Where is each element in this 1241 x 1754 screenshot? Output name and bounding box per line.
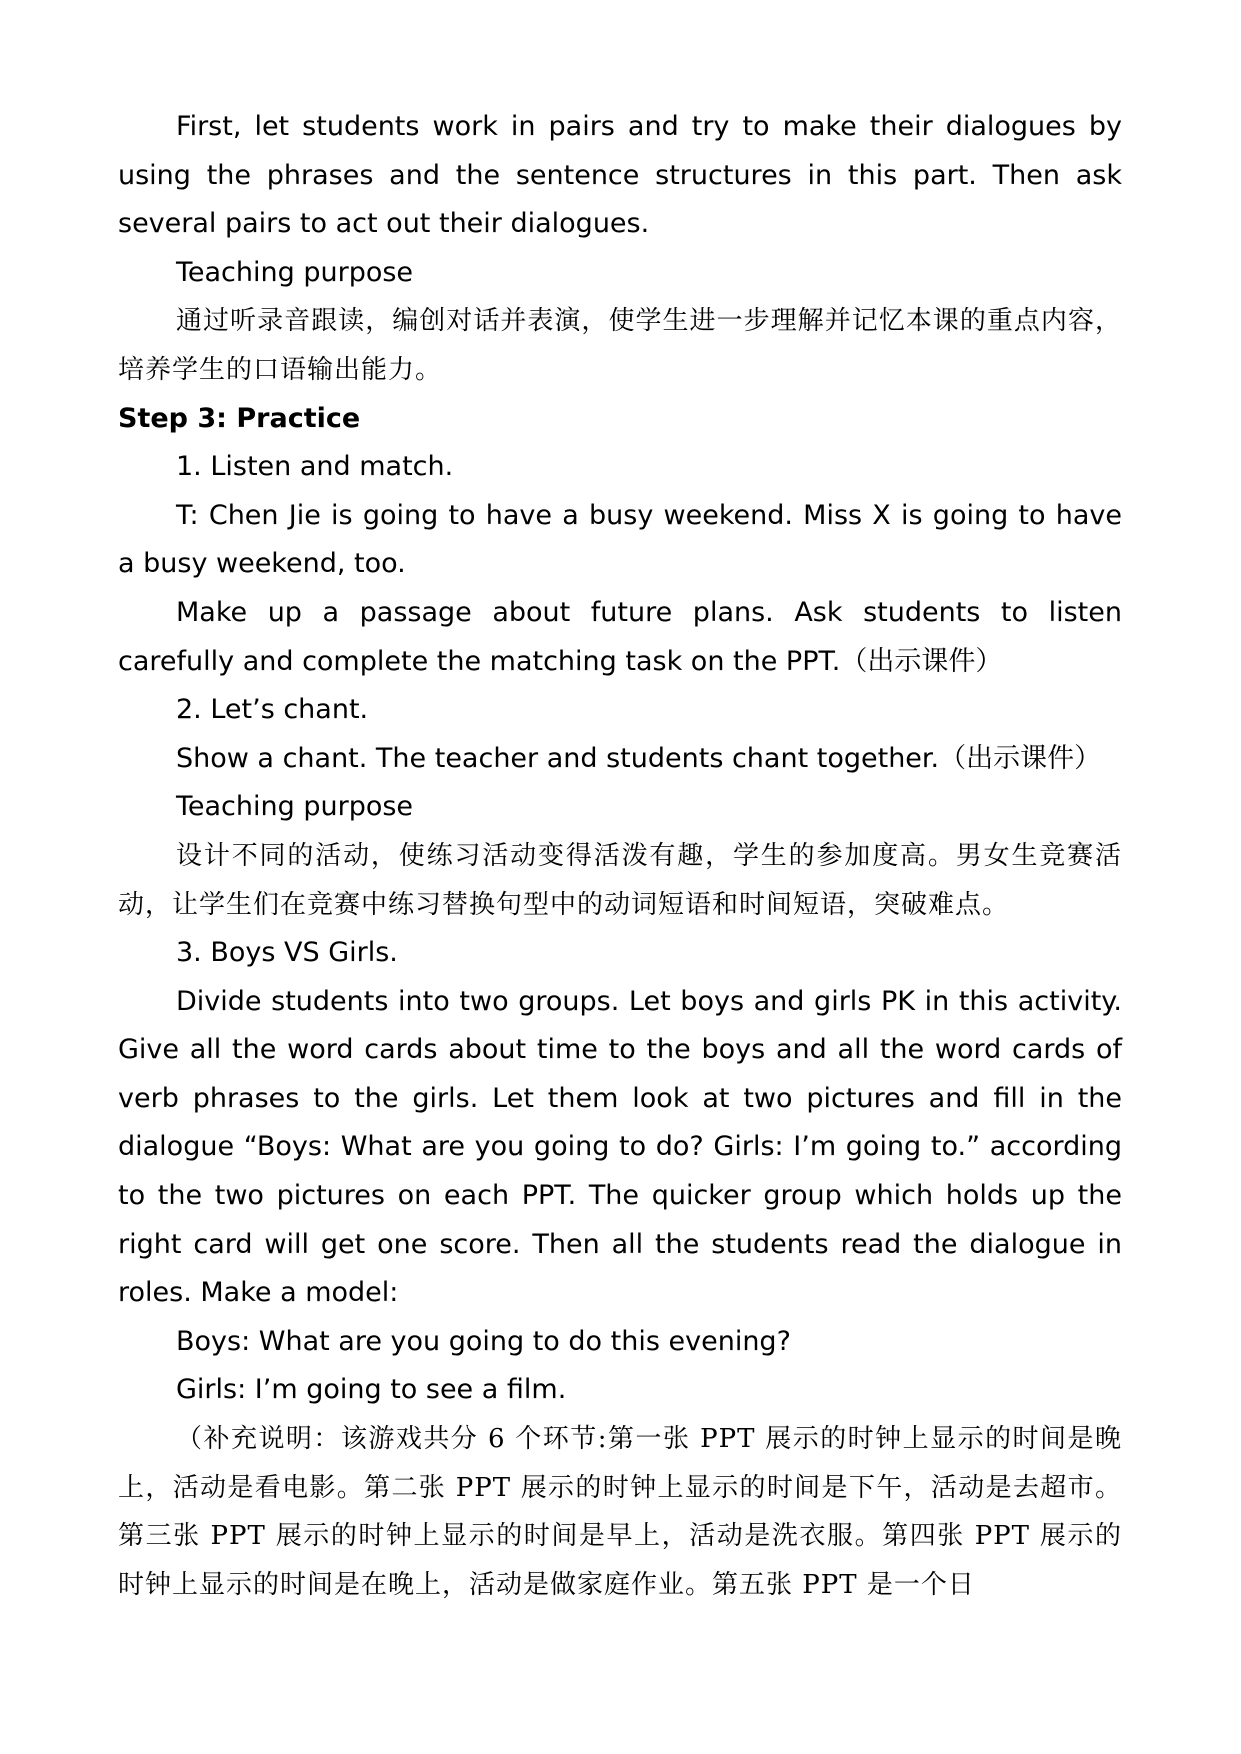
document-body [118,103,1122,1609]
teaching-purpose-label-1: Teaching purpose [176,256,414,288]
practice-item-3-title: 3. Boys VS Girls. [176,937,398,969]
practice-item-2-title: 2. Let’s chant. [176,694,369,726]
teaching-purpose-label-2: Teaching purpose [176,791,414,823]
practice-item-1-title: 1. Listen and match. [176,451,454,483]
practice-item-1-instructions: Make up a passage about future plans. Ask students to listen carefully and complete the matching task on the PPT.（出示课件） [118,596,1122,677]
practice-item-3-instructions: Divide students into two groups. Let boys and girls PK in this activity. Give all the word cards about time to the boys and all the word cards of verb phrases to the girls. Let them look at two pictures and fill in the dialogue “Boys: What are you going to do? Girls: I’m going to.” according to the two pictures on each PPT. The quicker group which holds up the right card will get one score. Then all the students read the dialogue in roles. Make a model: [118,985,1122,1309]
teaching-purpose-text-1: 通过听录音跟读，编创对话并表演，使学生进一步理解并记忆本课的重点内容，培养学生的口语输出能力。 [118,306,1122,385]
supplementary-note: （补充说明：该游戏共分 6 个环节:第一张 PPT 展示的时钟上显示的时间是晚上，活动是看电影。第二张 PPT 展示的时钟上显示的时间是下午，活动是去超市。第三张 PPT 展示的时钟上显示的时间是早上，活动是洗衣服。第四张 PPT 展示的时钟上显示的时间是在晚上，活动是做家庭作业。第五张 PPT 是一个日 [118,1424,1122,1600]
step-3-heading: Step 3: Practice [118,402,361,434]
model-dialogue-girls: Girls: I’m going to see a film. [176,1374,567,1406]
practice-item-1-teacher-line: T: Chen Jie is going to have a busy weekend. Miss X is going to have a busy weekend, too. [118,499,1122,580]
model-dialogue-boys: Boys: What are you going to do this evening? [176,1325,791,1357]
paragraph-pair-work: First, let students work in pairs and try to make their dialogues by using the phrases and the sentence structures in this part. Then ask several pairs to act out their dialogues. [118,111,1122,240]
teaching-purpose-text-2: 设计不同的活动，使练习活动变得活泼有趣，学生的参加度高。男女生竞赛活动，让学生们在竞赛中练习替换句型中的动词短语和时间短语，突破难点。 [118,840,1122,920]
practice-item-2-instructions: Show a chant. The teacher and students chant together.（出示课件） [176,742,1102,774]
